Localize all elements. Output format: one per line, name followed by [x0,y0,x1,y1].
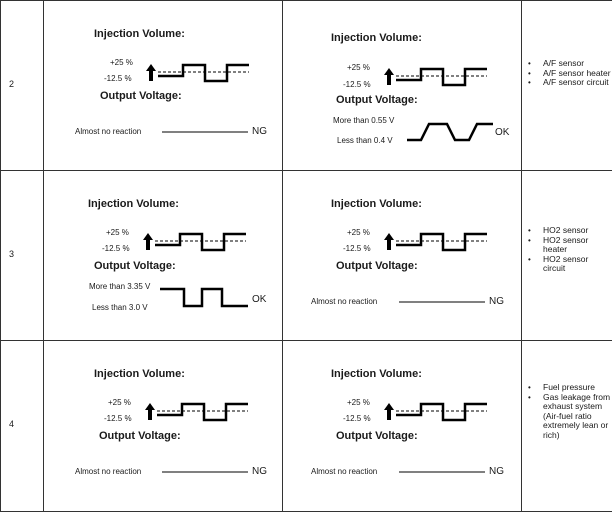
minus-12-5-label: -12.5 % [343,414,371,423]
ng-result: NG [489,466,504,477]
injection-waveform [383,65,493,93]
list-item: • Fuel pressure [528,383,612,393]
list-item: • Gas leakage from exhaust system (Air-fuel ratio extremely lean or rich) [528,393,612,441]
output-waveform [407,121,497,145]
arrow-up-icon [143,233,153,250]
plus-25-label: +25 % [110,58,133,67]
af-sensor-cell [44,171,283,341]
ng-result: NG [252,126,267,137]
row-number-cell [1,1,44,171]
output-voltage-heading: Output Voltage: [99,430,181,442]
injection-volume-heading: Injection Volume: [94,28,185,40]
minus-12-5-label: -12.5 % [343,80,371,89]
row-number-cell [1,341,44,512]
list-item: • A/F sensor circuit [528,78,612,88]
af-sensor-cell [44,341,283,512]
flat-output-line [162,471,252,475]
injection-waveform [145,61,255,89]
injection-waveform [144,400,254,428]
cause-list [528,59,612,88]
plus-25-label: +25 % [108,398,131,407]
ng-result: NG [489,296,504,307]
minus-12-5-label: -12.5 % [343,244,371,253]
output-voltage-heading: Output Voltage: [100,90,182,102]
output-voltage-heading: Output Voltage: [94,260,176,272]
row-number: 3 [9,249,15,259]
injection-volume-heading: Injection Volume: [94,368,185,380]
voltage-high-label: More than 0.55 V [333,116,395,125]
row-number-cell [1,171,44,341]
ho2-sensor-cell [283,171,522,341]
output-voltage-heading: Output Voltage: [336,260,418,272]
output-voltage-heading: Output Voltage: [336,94,418,106]
minus-12-5-label: -12.5 % [104,74,132,83]
af-sensor-cell [44,1,283,171]
cause-list [528,383,612,440]
causes-cell [522,1,612,171]
arrow-up-icon [384,68,394,85]
arrow-up-icon [384,403,394,420]
table-row [1,1,612,171]
almost-no-reaction-label: Almost no reaction [311,467,378,476]
arrow-up-icon [146,64,156,81]
causes-cell [522,171,612,341]
injection-waveform [383,230,493,258]
almost-no-reaction-label: Almost no reaction [75,467,142,476]
plus-25-label: +25 % [347,398,370,407]
ho2-sensor-cell [283,341,522,512]
injection-volume-heading: Injection Volume: [331,368,422,380]
injection-waveform [142,230,252,258]
flat-output-line [399,301,489,305]
arrow-up-icon [384,233,394,250]
injection-volume-heading: Injection Volume: [331,198,422,210]
ok-result: OK [252,294,267,305]
injection-volume-heading: Injection Volume: [88,198,179,210]
cause-list [528,226,612,274]
almost-no-reaction-label: Almost no reaction [75,127,142,136]
list-item: • HO2 sensor circuit [528,255,612,274]
causes-cell [522,341,612,512]
row-number: 2 [9,79,15,89]
minus-12-5-label: -12.5 % [102,244,130,253]
injection-volume-heading: Injection Volume: [331,32,422,44]
table-row [1,171,612,341]
plus-25-label: +25 % [347,63,370,72]
ok-result: OK [495,127,510,138]
row-number: 4 [9,419,15,429]
voltage-low-label: Less than 3.0 V [92,303,148,312]
output-voltage-heading: Output Voltage: [336,430,418,442]
injection-waveform [383,400,493,428]
flat-output-line [162,131,252,135]
plus-25-label: +25 % [106,228,129,237]
arrow-up-icon [145,403,155,420]
ho2-sensor-cell [283,1,522,171]
list-item: • A/F sensor [528,59,612,69]
ng-result: NG [252,466,267,477]
flat-output-line [399,471,489,475]
list-item: • A/F sensor heater [528,69,612,79]
plus-25-label: +25 % [347,228,370,237]
almost-no-reaction-label: Almost no reaction [311,297,378,306]
list-item: • HO2 sensor heater [528,236,612,255]
voltage-low-label: Less than 0.4 V [337,136,393,145]
voltage-high-label: More than 3.35 V [89,282,151,291]
minus-12-5-label: -12.5 % [104,414,132,423]
output-waveform [160,286,252,310]
table-row [1,341,612,512]
list-item: • HO2 sensor [528,226,612,236]
